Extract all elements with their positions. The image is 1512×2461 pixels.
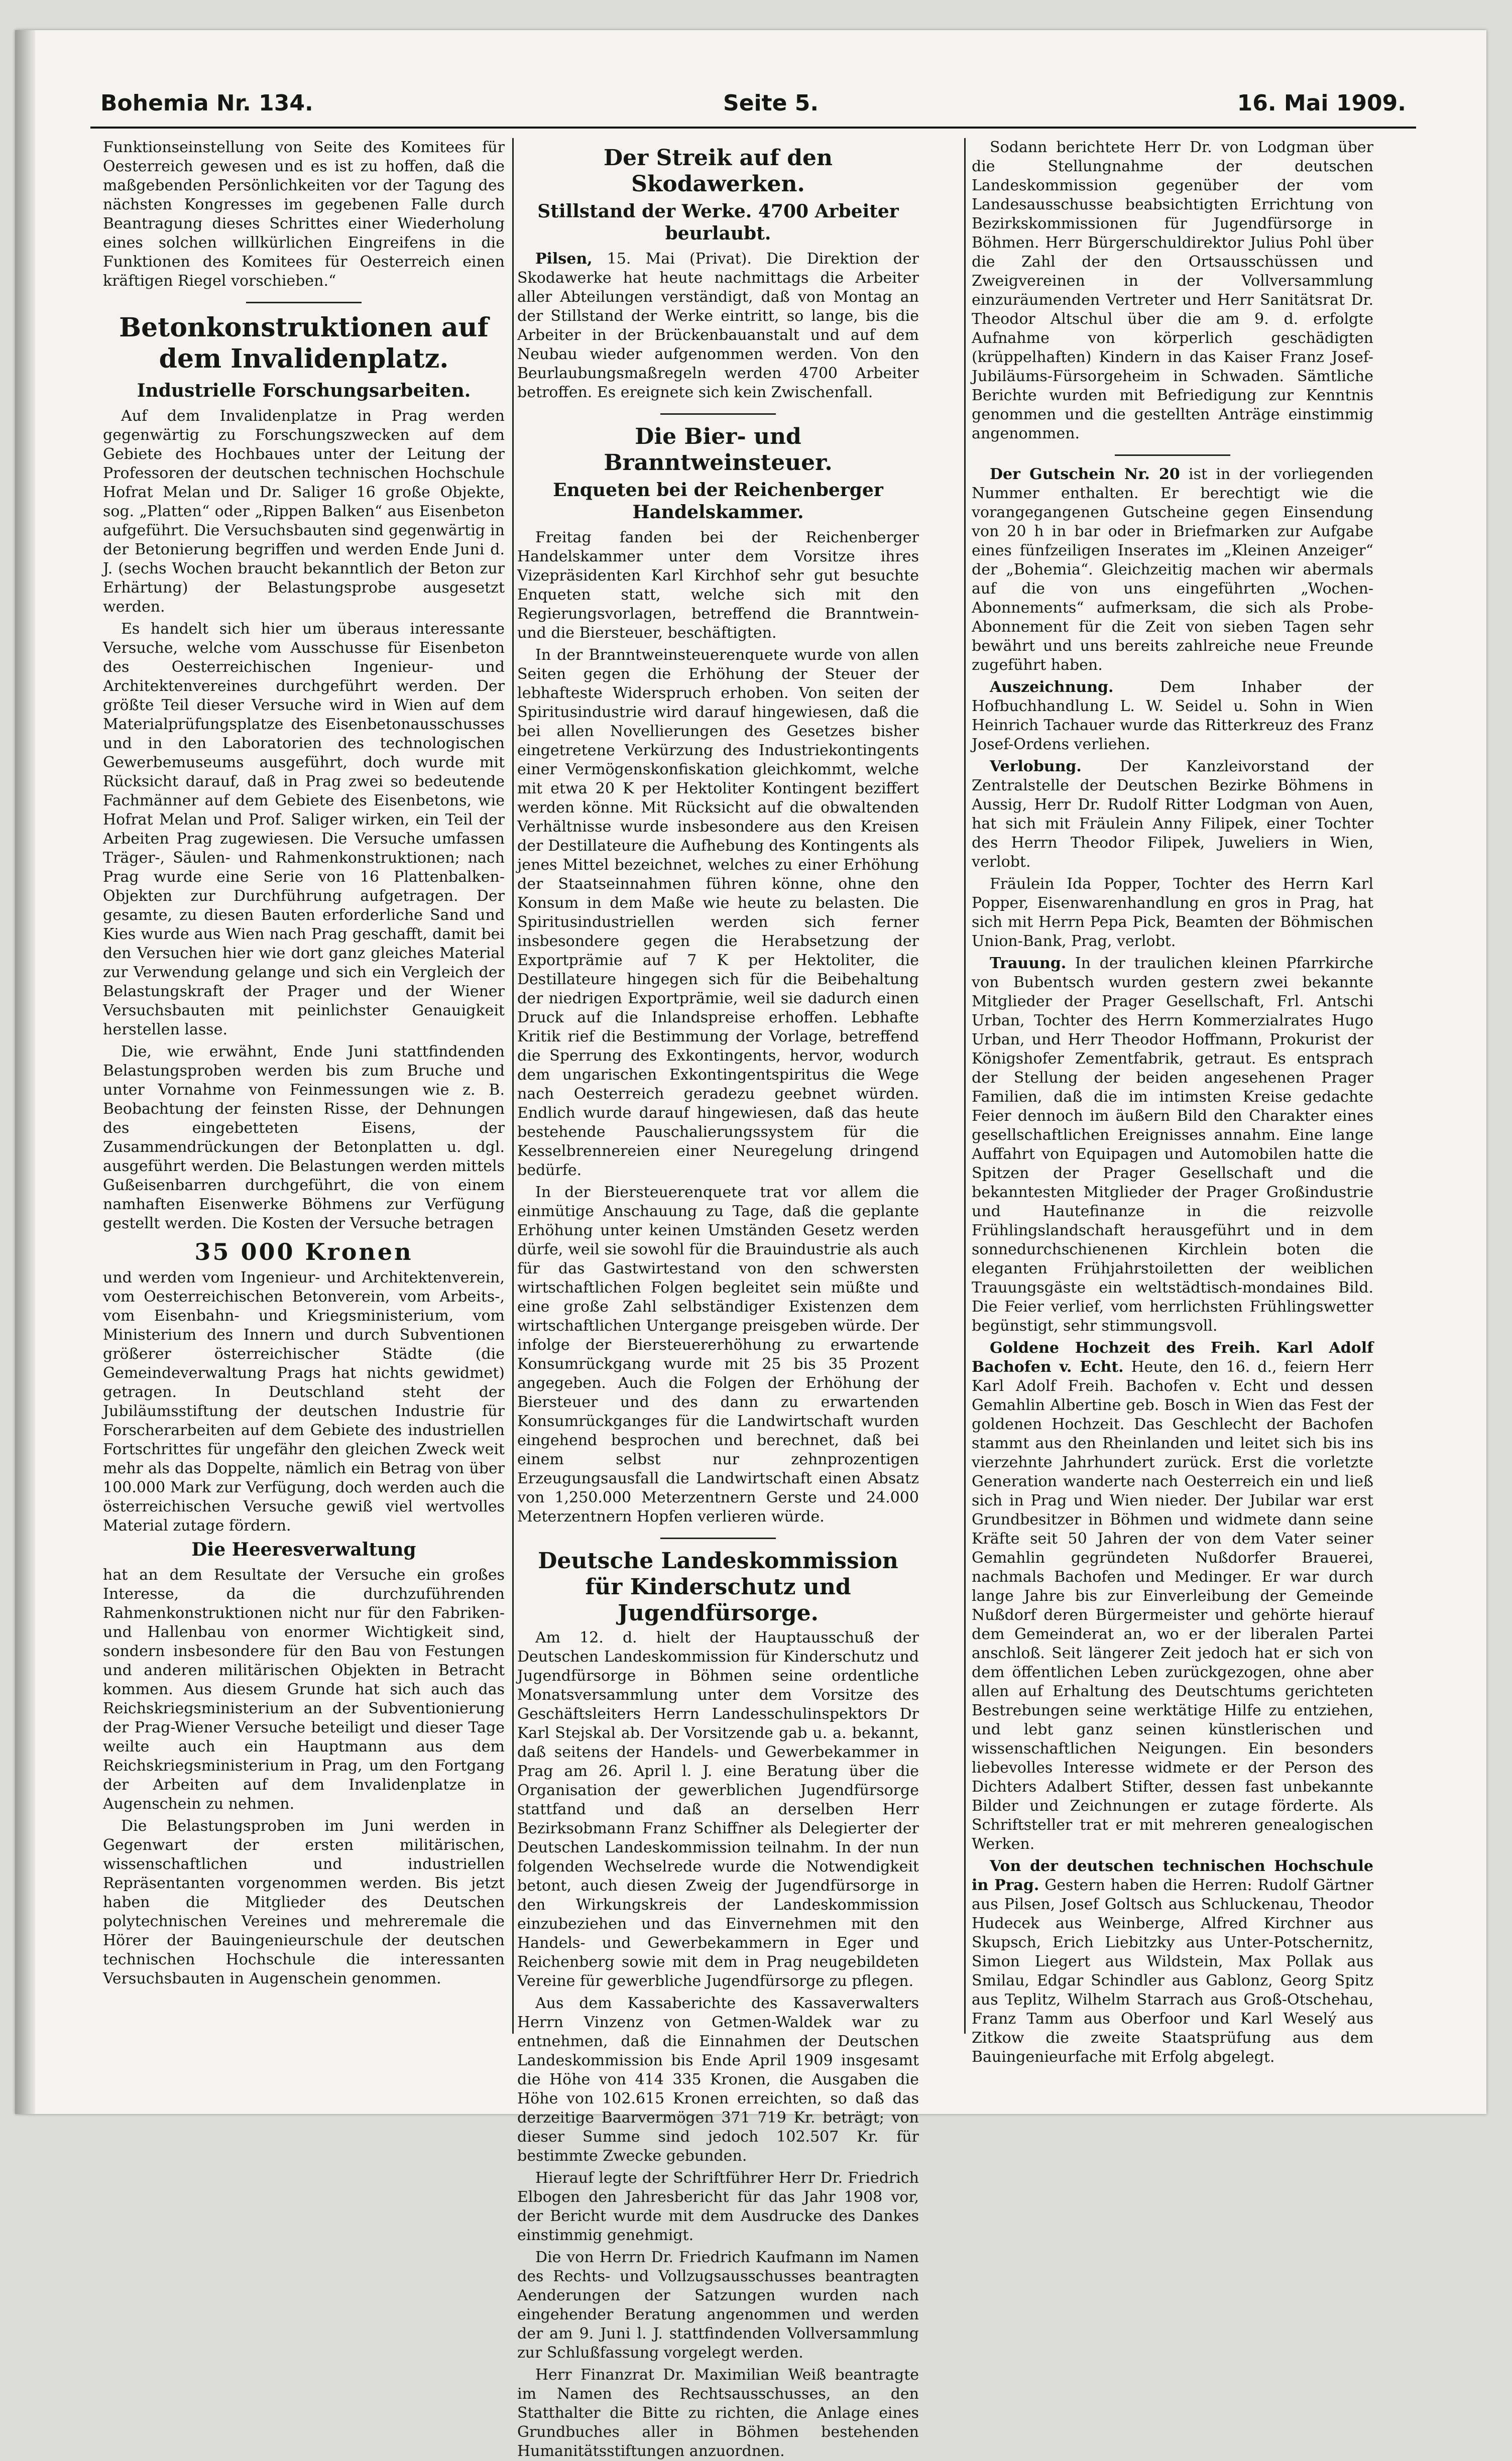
article-paragraph: Am 12. d. hielt der Hauptausschuß der Deutschen Landeskommission für Kinderschutz und Jugendfürsorge in Böhmen seine ordentliche Monatsversammlung unter dem Vorsitze des Geschäftsleiters Herrn Landesschulinspektors Dr Karl Stejskal ab. Der Vorsitzende gab u. a. bekannt, daß seitens der Handels- und Gewerbekammer in Prag am 26. April l. J. eine Beratung über die Organisation der gewerblichen Jugendfürsorge stattfand und daß an derselben Herr Bezirksobmann Franz Schiffner als Delegierter der Deutschen Landeskommission teilnahm. In der nun folgenden Wechselrede wurde die Notwendigkeit betont, auch diesen Zweig der Jugendfürsorge in den Wirkungskreis der Landeskommission einzubeziehen und das Einvernehmen mit den Handels- und Gewerbekammern in Eger und Reichenberg sowie mit dem in Prag neugebildeten Vereine für gewerbliche Jugendfürsorge zu pflegen. [517, 1629, 919, 1990]
article-headline: Der Streik auf den Skodawerken. [604, 145, 833, 197]
article-subheadline: Enqueten bei der Reichenberger Handelskammer. [553, 480, 883, 523]
article-paragraph: Auf dem Invalidenplatze in Prag werden gegenwärtig zu Forschungszwecken auf dem Gebiete des Hochbaues unter der Leitung der Professoren der deutschen technischen Hochschule Hofrat Melan und Dr. Saliger 16 große Objekte, sog. „Platten“ oder „Rippen Balken“ aus Eisenbeton aufgeführt. Die Versuchsbauten sind gegenwärtig in der Betonierung begriffen und werden Ende Juni d. J. (sechs Wochen braucht bekanntlich der Beton zur Erhärtung) der Belastungsprobe ausgesetzt werden. [103, 407, 505, 616]
item-lead: Verlobung. [990, 758, 1082, 775]
column-3 [972, 138, 1373, 2066]
article-headline: Die Bier- und Branntweinsteuer. [604, 424, 833, 476]
article-separator [246, 302, 362, 303]
column-divider [512, 138, 514, 2034]
article-paragraph: Hierauf legte der Schriftführer Herr Dr. Friedrich Elbogen den Jahresbericht für das Jahr 1908 vor, der Bericht wurde mit dem Ausdrucke des Dankes einstimmig genehmigt. [517, 2169, 919, 2244]
article-paragraph: Es handelt sich hier um überaus interessante Versuche, welche vom Ausschusse für Eisenbeton des Oesterreichischen Ingenieur- und Architektenvereines durchgeführt werden. Der größte Teil dieser Versuche wird in Wien auf dem Materialprüfungsplatze des Eisenbetonausschusses und in den Laboratorien des technologischen Gewerbemuseums ausgeführt, doch wurde mit Rücksicht darauf, daß in Prag zwei so bedeutende Fachmänner auf dem Gebiete des Eisenbetons, wie Hofrat Melan und Prof. Saliger wirken, ein Teil der Arbeiten Prag zugewiesen. Die Versuche umfassen Träger-, Säulen- und Rahmenkonstruktionen; nach Prag wurde eine Serie von 16 Plattenbalken-Objekten zur Durchführung aufgetragen. Der gesamte, zu diesen Bauten erforderliche Sand und Kies wurde aus Wien nach Prag geschafft, damit bei den Versuchen hier wie dort ganz gleiches Material zur Verwendung gelange und sich ein Vergleich der Belastungskraft der Prager und der Wiener Versuchsbauten mit peinlichster Genauigkeit herstellen lasse. [103, 620, 505, 1038]
article-paragraph: Sodann berichtete Herr Dr. von Lodgman über die Stellungnahme der deutschen Landeskommission gegenüber der vom Landesausschusse beabsichtigten Errichtung von Bezirkskommissionen für Jugendfürsorge in Böhmen. Herr Bürgerschuldirektor Julius Pohl über die Zahl der den Ortsausschüssen und Zweigvereinen in der Vollversammlung einzuräumenden Vertreter und Herr Sanitätsrat Dr. Theodor Altschul über die am 9. d. erfolgte Aufnahme von körperlich geschädigten (krüppelhaften) Kindern in das Kaiser Franz Josef-Jubiläums-Fürsorgeheim in Schwaden. Sämtliche Berichte wurden mit Befriedigung zur Kenntnis genommen und die gestellten Anträge einstimmig angenommen. [972, 139, 1373, 442]
article-paragraph: Heute, den 16. d., feiern Herr Karl Adolf Freih. Bachofen v. Echt und dessen Gemahlin Albertine geb. Bosch in Wien das Fest der goldenen Hochzeit. Das Geschlecht der Bachofen stammt aus den Rheinlanden und leitet sich bis ins vierzehnte Jahrhundert zurück. Erst die vorletzte Generation wanderte nach Oesterreich ein und ließ sich in Prag und Wien nieder. Der Jubilar war erst Grundbesitzer in Böhmen und widmete dann seine Kräfte seit 50 Jahren der von dem Vater seiner Gemahlin gegründeten Nußdorfer Brauerei, nachmals Bachofen und Medinger. Er war durch lange Jahre bis zur Einverleibung der Gemeinde Nußdorf deren Bürgermeister und gehörte hierauf dem Gemeinderat an, wo er der liberalen Partei anschloß. Seit längerer Zeit jedoch hat er sich von dem öffentlichen Leben zurückgezogen, ohne aber allen auf Erhaltung des Deutschtums gerichteten Bestrebungen seine werktätige Hilfe zu entziehen, und lebt ganz seinen künstlerischen und wissenschaftlichen Neigungen. Ein besonders liebevolles Interesse widmete er der Person des Dichters Adalbert Stifter, dessen fast unbekannte Bilder und Zeichnungen er zutage förderte. Als Schriftsteller trat er mit mehreren genealogischen Werken. [972, 1358, 1373, 1853]
article-paragraph: In der Biersteuerenquete trat vor allem die einmütige Anschauung zu Tage, daß die geplante Erhöhung unter keinen Umständen Gesetz werden dürfe, weil sie sowohl für die Brauindustrie als auch für das Gastwirtestand von den schwersten wirtschaftlichen Folgen begleitet sein müßte und eine große Zahl selbständiger Existenzen dem wirtschaftlichen Untergange preisgeben würde. Der infolge der Biersteuererhöhung zu erwartende Konsumrückgang wurde mit 25 bis 35 Prozent angegeben. Auch die Folgen der Erhöhung der Biersteuer und des dann zu erwartenden Konsumrückganges für die Landwirtschaft wurden eingehend besprochen und berechnet, daß bei einem selbst nur zehnprozentigen Erzeugungsausfall die Landwirtschaft einen Absatz von 1,250.000 Meterzentnern Gerste und 24.000 Meterzentnern Hopfen verlieren würde. [517, 1184, 919, 1526]
article-headline: Betonkonstruktionen auf dem Invalidenplatz. [119, 312, 489, 374]
article-paragraph: Gestern haben die Herren: Rudolf Gärtner aus Pilsen, Josef Goltsch aus Schluckenau, Theodor Hudecek aus Weinberge, Alfred Kirchner aus Skupsch, Erich Liebitzky aus Unter-Potschernitz, Simon Liegert aus Wildstein, Max Pollak aus Smilau, Edgar Schindler aus Gablonz, Georg Spitz aus Teplitz, Wilhelm Starrach aus Groß-Otschehau, Franz Tamm aus Oberfoor und Karl Weselý aus Zitkow die zweite Staatsprüfung aus dem Bauingenieurfache mit Erfolg abgelegt. [972, 1877, 1373, 2066]
header-masthead: Bohemia Nr. 134. [100, 90, 313, 116]
article-paragraph: hat an dem Resultate der Versuche ein großes Interesse, da die durchzuführenden Rahmenkonstruktionen nicht nur für den Fabriken- und Hallenbau von enormer Wichtigkeit sind, sondern insbesondere für den Bau von Festungen und anderen militärischen Objekten in Betracht kommen. Aus diesem Grunde hat sich auch das Reichskriegsministerium an der Subventionierung der Prag-Wiener Versuche beteiligt und dieser Tage weilte auch ein Hauptmann aus dem Reichskriegsministerium in Prag, um den Fortgang der Arbeiten auf dem Invalidenplatze in Augenschein zu nehmen. [103, 1566, 505, 1813]
article-paragraph: Der Kanzleivorstand der Zentralstelle der Deutschen Bezirke Böhmens in Aussig, Herr Dr. Rudolf Ritter Lodgman von Auen, hat sich mit Fräulein Anny Filipek, einer Tochter des Herrn Theodor Filipek, Juweliers in Wien, verlobt. [972, 758, 1373, 871]
article-paragraph: ist in der vorliegenden Nummer enthalten. Er berechtigt wie die vorangegangenen Gutscheine gegen Einsendung von 20 h in bar oder in Briefmarken zur Aufgabe eines fünfzeiligen Inserates im „Kleinen Anzeiger“ der „Bohemia“. Gleichzeitig machen wir abermals auf die von uns eingeführten „Wochen-Abonnements“ aufmerksam, die sich als Probe-Abonnement für die Zeit von sieben Tagen sehr bewährt und uns bereits zahlreiche neue Freunde zugeführt haben. [972, 465, 1373, 674]
article-separator [660, 1538, 776, 1539]
item-lead: Der Gutschein Nr. 20 [990, 465, 1180, 483]
article-subheadline: Industrielle Forschungsarbeiten. [137, 380, 471, 401]
item-lead: Goldene Hochzeit des Freih. Karl Adolf Bachofen v. Echt. [972, 1339, 1373, 1376]
article-separator [1115, 454, 1230, 456]
header-rule [90, 127, 1416, 129]
newspaper-page [15, 30, 1486, 2460]
article-paragraph: Die, wie erwähnt, Ende Juni stattfindenden Belastungsproben werden bis zum Bruche und unter Vornahme von Feinmessungen wie z. B. Beobachtung der feinsten Risse, der Dehnungen des eingebetteten Eisens, der Zusammendrückungen der Betonplatten u. dgl. ausgeführt werden. Die Belastungen werden mittels Gußeisenbarren durchgeführt, die von einem namhaften Eisenwerke Böhmens zur Verfügung gestellt werden. Die Kosten der Versuche betragen [103, 1043, 505, 1232]
column-1 [103, 138, 505, 2049]
article-continuation: Funktionseinstellung von Seite des Komitees für Oesterreich gewesen und es ist zu hoffen, daß die maßgebenden Persönlichkeiten vor der Tagung des nächsten Kongresses im gegebenen Falle durch Beantragung dieses Schrittes einer Wiederholung eines solchen willkürlichen Eingreifens in die Funktionen des Komitees für Oesterreich einen kräftigen Riegel vorschieben.“ [103, 139, 505, 290]
article-paragraph: 15. Mai (Privat). Die Direktion der Skodawerke hat heute nachmittags die Arbeiter aller Abteilungen verständigt, daß von Montag an der Stillstand der Werke eintritt, so lange, bis die Arbeiter in der Brückenbauanstalt und auf dem Neubau wieder aufgenommen werden. Von den Beurlaubungsmaßregeln werden 4700 Arbeiter betroffen. Es ereignete sich kein Zwischenfall. [517, 250, 919, 401]
article-subheadline: Stillstand der Werke. 4700 Arbeiter beurlaubt. [537, 201, 899, 244]
article-paragraph: Dem Inhaber der Hofbuchhandlung L. W. Seidel u. Sohn in Wien Heinrich Tachauer wurde das Ritterkreuz des Franz Josef-Ordens verliehen. [972, 678, 1373, 753]
article-separator [660, 413, 776, 415]
page-header [100, 90, 1406, 126]
article-paragraph: Herr Finanzrat Dr. Maximilian Weiß beantragte im Namen des Rechtsausschusses, an den Statthalter die Bitte zu richten, die Anlage eines Grundbuches aller in Böhmen bestehenden Humanitätsstiftungen anzuordnen. [517, 2366, 919, 2460]
item-lead: Von der deutschen technischen Hochschule in Prag. [972, 1857, 1373, 1894]
dateline: Pilsen, [535, 250, 593, 268]
article-paragraph: Die von Herrn Dr. Friedrich Kaufmann im Namen des Rechts- und Vollzugsausschusses beantragten Aenderungen der Satzungen wurden nach eingehender Beratung angenommen und werden der am 9. Juni l. J. stattfindenden Vollversammlung zur Schlußfassung vorgelegt werden. [517, 2249, 919, 2362]
column-2 [517, 138, 919, 2460]
article-headline: Deutsche Landeskommission für Kinderschutz und Jugendfürsorge. [538, 1548, 898, 1626]
article-paragraph: Fräulein Ida Popper, Tochter des Herrn Karl Popper, Eisenwarenhandlung en gros in Prag, hat sich mit Herrn Pepa Pick, Beamten der Böhmischen Union-Bank, Prag, verlobt. [972, 875, 1373, 950]
article-paragraph: In der traulichen kleinen Pfarrkirche von Bubentsch wurden gestern zwei bekannte Mitglieder der Prager Gesellschaft, Frl. Antschi Urban, Tochter des Herrn Kommerzialrates Hugo Urban, und Herr Theodor Hoffmann, Prokurist der Königshofer Zementfabrik, getraut. Es entsprach der Stellung der beiden angesehenen Prager Familien, daß die im intimsten Kreise gedachte Feier dennoch im äußern Bild den Charakter eines gesellschaftlichen Ereignisses annahm. Eine lange Auffahrt von Equipagen und Automobilen hatte die Spitzen der Prager Gesellschaft und die bekanntesten Mitglieder der Prager Großindustrie und Hautefinanze in die reizvolle Frühlingslandschaft herausgeführt und in dem sonnedurchschienenen Kirchlein boten die eleganten Frühjahrstoiletten der weiblichen Trauungsgäste ein weltstädtisch-mondaines Bild. Die Feier verlief, vom herrlichsten Frühlingswetter begünstigt, sehr stimmungsvoll. [972, 955, 1373, 1335]
article-paragraph: und werden vom Ingenieur- und Architektenverein, vom Oesterreichischen Betonverein, vom Arbeits-, vom Eisenbahn- und Kriegsministerium, vom Ministerium des Innern und durch Subventionen größerer österreichischer Städte (die Gemeindeverwaltung Prags hat nichts gewidmet) getragen. In Deutschland steht der Jubiläumsstiftung der deutschen Industrie für Forscherarbeiten auf dem Gebiete des industriellen Fortschrittes für ungefähr den gleichen Zweck weit mehr als das Doppelte, nämlich ein Betrag von über 100.000 Mark zur Verfügung, doch werden auch die österreichischen Versuche gewiß viel wertvolles Material zutage fördern. [103, 1269, 505, 1535]
header-page-number: Seite 5. [723, 90, 819, 116]
article-paragraph: In der Branntweinsteuerenquete wurde von allen Seiten gegen die Erhöhung der Steuer der lebhafteste Widerspruch erhoben. Von seiten der Spiritusindustrie wird darauf hingewiesen, daß die bei allen Novellierungen des Gesetzes bisher eingetretene Verkürzung des Industriekontingents einer Vermögenskonfiskation gleichkommt, welche mit etwa 20 K per Hektoliter Kontingent beziffert werden könne. Mit Rücksicht auf die obwaltenden Verhältnisse wurde insbesondere aus den Kreisen der Destillateure die Aufhebung des Kontingents als jenes Mittel bezeichnet, welches zu einer Erhöhung der Staatseinnahmen führen könne, ohne den Konsum in dem Maße wie heute zu belasten. Die Spiritusindustriellen werden sich ferner insbesondere gegen die Herabsetzung der Exportprämie auf 7 K per Hektoliter, die Destillateure hingegen sich für die Beibehaltung der niedrigen Exportprämie, weil sie dadurch einen Druck auf die Inlandspreise erhoffen. Lebhafte Kritik rief die Bestimmung der Vorlage, betreffend die Sperrung des Exkontingents, hervor, wodurch dem ungarischen Exkontingentspiritus die Wege nach Oesterreich geradezu geebnet würden. Endlich wurde darauf hingewiesen, daß das heute bestehende Pauschalierungssystem für die Kesselbrennereien einer Neuregelung dringend bedürfe. [517, 646, 919, 1179]
page-edge-shadow [15, 30, 35, 2114]
article-paragraph: Aus dem Kassaberichte des Kassaverwalters Herrn Vinzenz von Getmen-Waldek war zu entnehmen, daß die Einnahmen der Deutschen Landeskommission bis Ende April 1909 insgesamt die Höhe von 414 335 Kronen, die Ausgaben die Höhe von 102.615 Kronen erreichten, so daß das derzeitige Baarvermögen 371 719 Kr. beträgt; von dieser Summe sind jedoch 102.507 Kr. für bestimmte Zwecke gebunden. [517, 1995, 919, 2165]
item-lead: Trauung. [990, 955, 1067, 972]
article-paragraph: Freitag fanden bei der Reichenberger Handelskammer unter dem Vorsitze ihres Vizepräsidenten Karl Kirchhof sehr gut besuchte Enqueten statt, welche sich mit den Regierungsvorlagen, betreffend die Branntwein- und die Biersteuer, beschäftigten. [517, 529, 919, 642]
cost-amount: 35 000 Kronen [194, 1238, 413, 1265]
header-date: 16. Mai 1909. [1237, 90, 1406, 116]
column-divider [964, 138, 966, 2034]
article-subheadline: Die Heeresverwaltung [191, 1539, 416, 1560]
item-lead: Auszeichnung. [990, 678, 1114, 696]
article-paragraph: Die Belastungsproben im Juni werden in Gegenwart der ersten militärischen, wissenschaftlichen und industriellen Repräsentanten vorgenommen werden. Bis jetzt haben die Mitglieder des Deutschen polytechnischen Vereines und mehreremale die Hörer der Bauingenieurschule der deutschen technischen Hochschule die interessanten Versuchsbauten in Augenschein genommen. [103, 1817, 505, 1987]
